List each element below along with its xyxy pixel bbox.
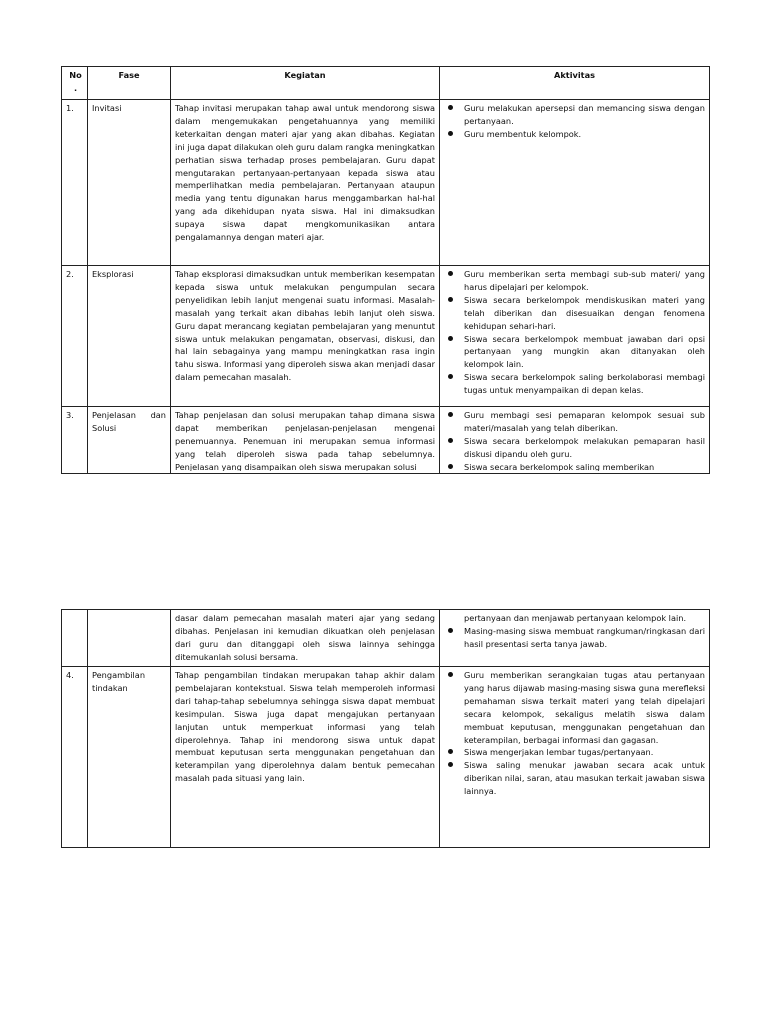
- bullet-icon: [448, 297, 453, 302]
- row-fase: Pengambilan tindakan: [88, 667, 171, 848]
- bullet-icon: [448, 374, 453, 379]
- header-kegiatan: Kegiatan: [171, 67, 440, 100]
- row-fase: [88, 610, 171, 667]
- list-item: Guru memberikan serangkaian tugas atau pertanyaan yang harus dijawab masing-masing siswa guna merefleksi pemahaman siswa terkait materi yang telah dipelajari secara kelompok, sekaligus melatih siswa dalam membuat keputusan, menggunakan pengetahuan dan keterampilan, berbagai informasi dan gagasan.: [444, 669, 705, 746]
- list-item: Guru membentuk kelompok.: [444, 128, 705, 141]
- list-item: Guru membagi sesi pemaparan kelompok sesuai sub materi/masalah yang telah diberikan.: [444, 409, 705, 435]
- row-aktivitas: [440, 100, 710, 266]
- table-header-row: [62, 67, 710, 100]
- header-no: No .: [62, 67, 88, 100]
- table-row: [62, 100, 710, 266]
- list-item: Siswa secara berkelompok saling memberikan: [444, 461, 705, 471]
- table-row: [62, 266, 710, 407]
- bullet-icon: [448, 438, 453, 443]
- table-row: [62, 667, 710, 848]
- table-row: [62, 610, 710, 667]
- list-item: Guru memberikan serta membagi sub-sub materi/ yang harus dipelajari per kelompok.: [444, 268, 705, 294]
- bullet-icon: [448, 672, 453, 677]
- bullet-icon: [448, 131, 453, 136]
- list-item: Siswa secara berkelompok melakukan pemaparan hasil diskusi dipandu oleh guru.: [444, 435, 705, 461]
- activity-table-part-2: [61, 609, 710, 848]
- bullet-icon: [448, 412, 453, 417]
- row-kegiatan: Tahap pengambilan tindakan merupakan tahap akhir dalam pembelajaran kontekstual. Siswa telah memperoleh informasi dari tahap-tahap sebelumnya sehingga siswa dapat membuat kesimpulan. Siswa juga dapat mengajukan pertanyaan lanjutan untuk memperkuat informasi yang telah diperolehnya. Tahap ini mendorong siswa untuk dapat membuat keputusan serta menggunakan pengetahuan dan keterampilan yang diperolehnya dalam bentuk pemecahan masalah pada situasi yang lain.: [171, 667, 440, 848]
- list-item: Siswa secara berkelompok membuat jawaban dari opsi pertanyaan yang mungkin akan ditanyakan oleh kelompok lain.: [444, 333, 705, 372]
- bullet-icon: [448, 762, 453, 767]
- row-number: 1.: [62, 100, 88, 266]
- bullet-icon: [448, 464, 453, 469]
- list-item: Siswa secara berkelompok saling berkolaborasi membagi tugas untuk menyampaikan di depan kelas.: [444, 371, 705, 397]
- header-aktivitas: Aktivitas: [440, 67, 710, 100]
- row-aktivitas: [440, 407, 710, 474]
- row-aktivitas: [440, 667, 710, 848]
- list-item: Masing-masing siswa membuat rangkuman/ringkasan dari hasil presentasi serta tanya jawab.: [444, 625, 705, 651]
- bullet-icon: [448, 336, 453, 341]
- list-item: Siswa secara berkelompok mendiskusikan materi yang telah diberikan dan disesuaikan dengan fenomena kehidupan sehari-hari.: [444, 294, 705, 333]
- bullet-icon: [448, 271, 453, 276]
- list-item: pertanyaan dan menjawab pertanyaan kelompok lain.: [464, 613, 687, 623]
- row-kegiatan: dasar dalam pemecahan masalah materi ajar yang sedang dibahas. Penjelasan ini kemudian dikuatkan oleh penjelasan dari guru dan ditanggapi oleh siswa lainnya sehingga ditemukanlah solusi bersama.: [171, 610, 440, 667]
- activity-table-part-1: [61, 66, 710, 474]
- list-item: Siswa saling menukar jawaban secara acak untuk diberikan nilai, saran, atau masukan terkait jawaban siswa lainnya.: [444, 759, 705, 798]
- bullet-icon: [448, 105, 453, 110]
- row-kegiatan: Tahap eksplorasi dimaksudkan untuk memberikan kesempatan kepada siswa untuk melakukan pengumpulan secara penyelidikan lebih lanjut mengenai suatu informasi. Masalah-masalah yang terkait akan dibahas lebih lanjut oleh siswa. Guru dapat merancang kegiatan pembelajaran yang menuntut siswa untuk melakukan pengamatan, observasi, diskusi, dan hal lain sebagainya yang mampu meningkatkan rasa ingin tahu siswa. Informasi yang diperoleh siswa akan menjadi dasar dalam pemecahan masalah.: [171, 266, 440, 407]
- row-number: 4.: [62, 667, 88, 848]
- bullet-icon: [448, 749, 453, 754]
- list-item: Guru melakukan apersepsi dan memancing siswa dengan pertanyaan.: [444, 102, 705, 128]
- row-kegiatan: Tahap penjelasan dan solusi merupakan tahap dimana siswa dapat memberikan penjelasan-penjelasan mengenai penemuannya. Penemuan ini merupakan semua informasi yang telah diperoleh siswa pada tahap sebelumnya. Penjelasan yang disampaikan oleh siswa merupakan solusi: [171, 407, 440, 474]
- row-aktivitas: [440, 610, 710, 667]
- row-number: [62, 610, 88, 667]
- table-row: [62, 407, 710, 474]
- row-number: 3.: [62, 407, 88, 474]
- row-kegiatan: Tahap invitasi merupakan tahap awal untuk mendorong siswa dalam mengemukakan pengetahuannya yang memiliki keterkaitan dengan materi ajar yang akan dibahas. Kegiatan ini juga dapat dilakukan oleh guru dalam rangka meningkatkan perhatian siswa terhadap proses pembelajaran. Guru dapat mengutarakan pertanyaan-pertanyaan kepada siswa atau memperlihatkan media pembelajaran. Pertanyaan ataupun media yang tentu digunakan harus menggambarkan hal-hal yang ada dikehidupan nyata siswa. Hal ini dimaksudkan supaya siswa dapat mengkomunikasikan antara pengalamannya dengan materi ajar.: [171, 100, 440, 266]
- list-item: Siswa mengerjakan lembar tugas/pertanyaan.: [444, 746, 705, 759]
- header-fase: Fase: [88, 67, 171, 100]
- row-number: 2.: [62, 266, 88, 407]
- row-fase: Eksplorasi: [88, 266, 171, 407]
- row-aktivitas: [440, 266, 710, 407]
- bullet-icon: [448, 628, 453, 633]
- row-fase: Invitasi: [88, 100, 171, 266]
- row-fase: Penjelasan dan Solusi: [88, 407, 171, 474]
